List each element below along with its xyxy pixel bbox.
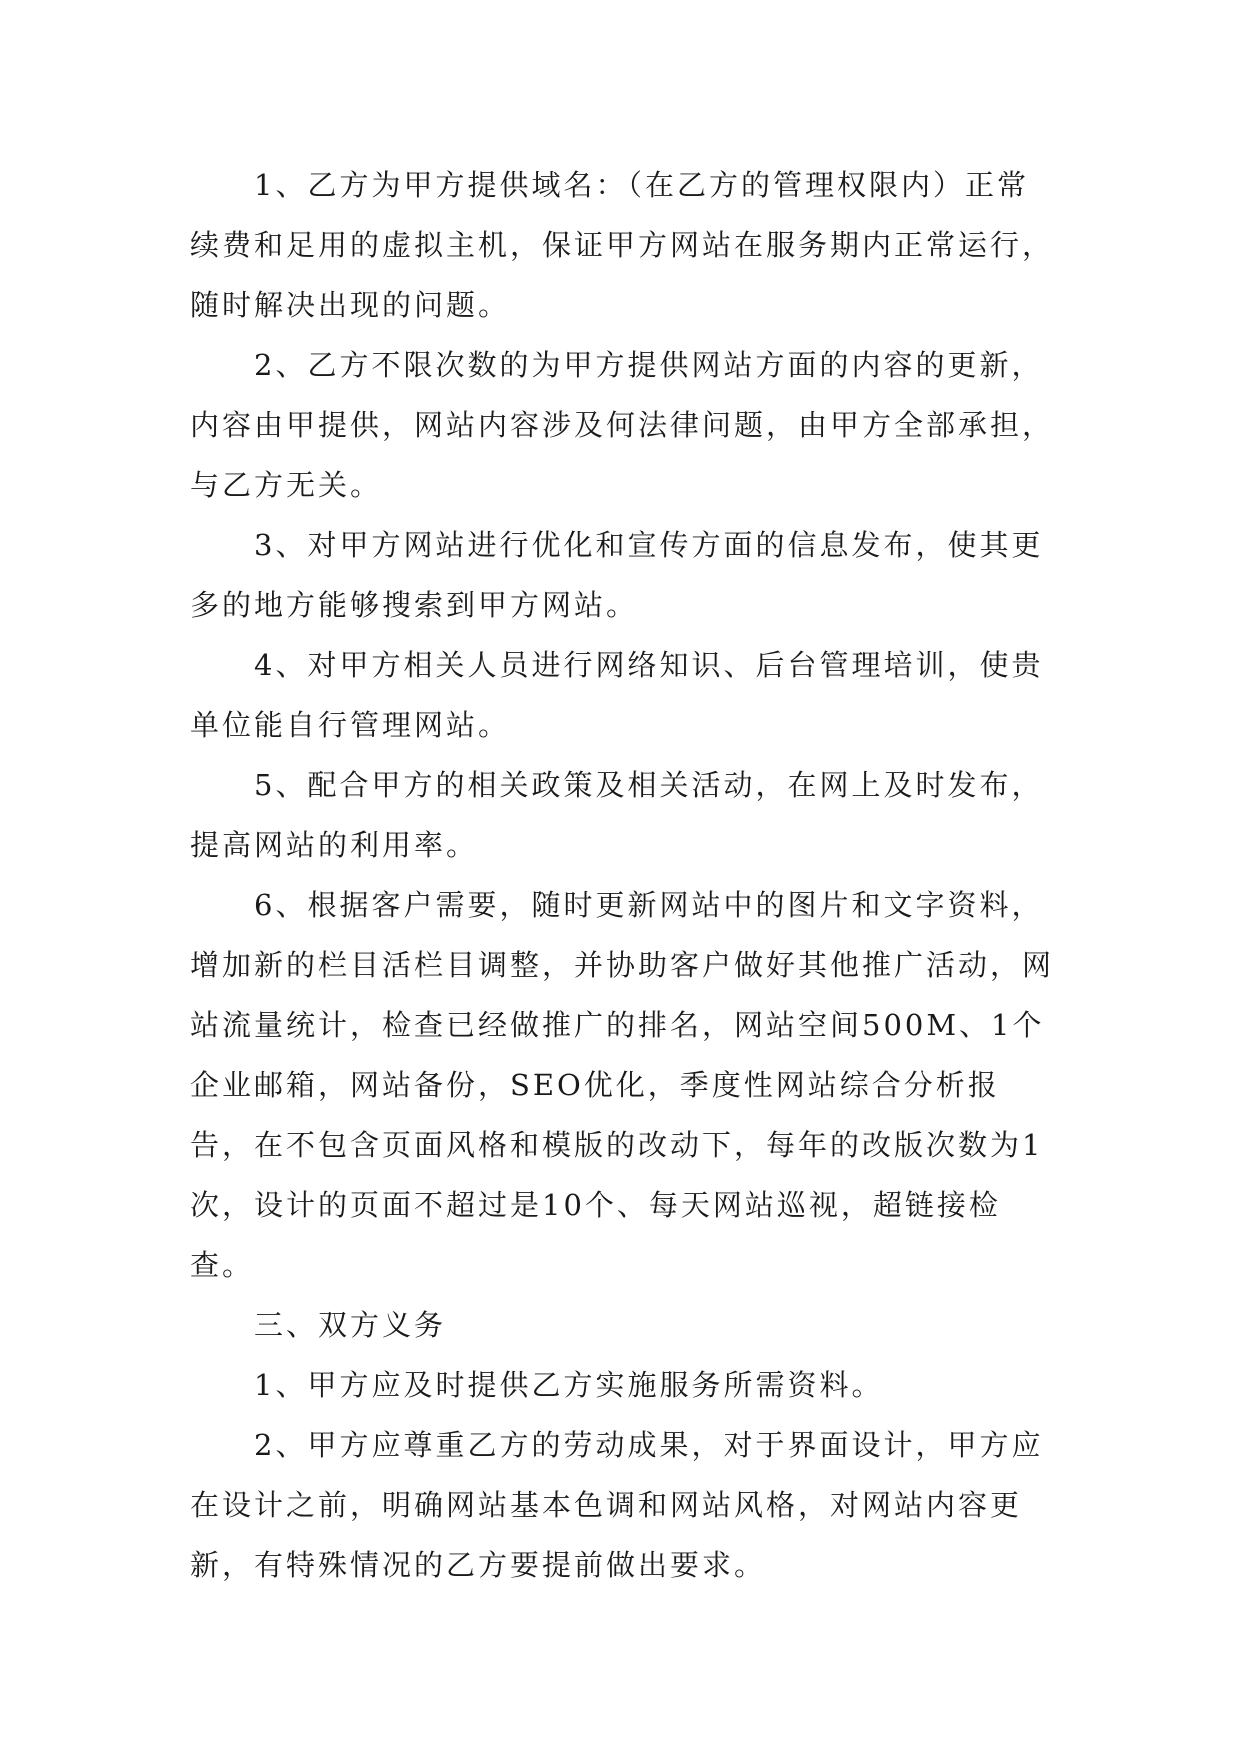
paragraph-obligation-4: 4、对甲方相关人员进行网络知识、后台管理培训，使贵单位能自行管理网站。 [190, 648, 1044, 742]
paragraph-mutual-1: 1、甲方应及时提供乙方实施服务所需资料。 [254, 1368, 884, 1402]
section-heading-mutual-obligations: 三、双方义务 [254, 1308, 447, 1342]
paragraph-obligation-5: 5、配合甲方的相关政策及相关活动，在网上及时发布，提高网站的利用率。 [190, 768, 1044, 862]
document-body [190, 155, 1060, 1595]
paragraph-obligation-2: 2、乙方不限次数的为甲方提供网站方面的内容的更新，内容由甲提供，网站内容涉及何法律问题，由甲方全部承担，与乙方无关。 [190, 348, 1055, 502]
paragraph-obligation-3: 3、对甲方网站进行优化和宣传方面的信息发布，使其更多的地方能够搜索到甲方网站。 [190, 528, 1044, 622]
paragraph-mutual-2: 2、甲方应尊重乙方的劳动成果，对于界面设计，甲方应在设计之前，明确网站基本色调和网站风格，对网站内容更新，有特殊情况的乙方要提前做出要求。 [190, 1428, 1044, 1582]
paragraph-obligation-6: 6、根据客户需要，随时更新网站中的图片和文字资料，增加新的栏目活栏目调整，并协助客户做好其他推广活动，网站流量统计，检查已经做推广的排名，网站空间500M、1个企业邮箱，网站备份，SEO优化，季度性网站综合分析报告，在不包含页面风格和模版的改动下，每年的改版次数为1次，设计的页面不超过是10个、每天网站巡视，超链接检查。 [190, 888, 1055, 1282]
paragraph-obligation-1: 1、乙方为甲方提供域名：（在乙方的管理权限内）正常续费和足用的虚拟主机，保证甲方网站在服务期内正常运行，随时解决出现的问题。 [190, 168, 1055, 322]
